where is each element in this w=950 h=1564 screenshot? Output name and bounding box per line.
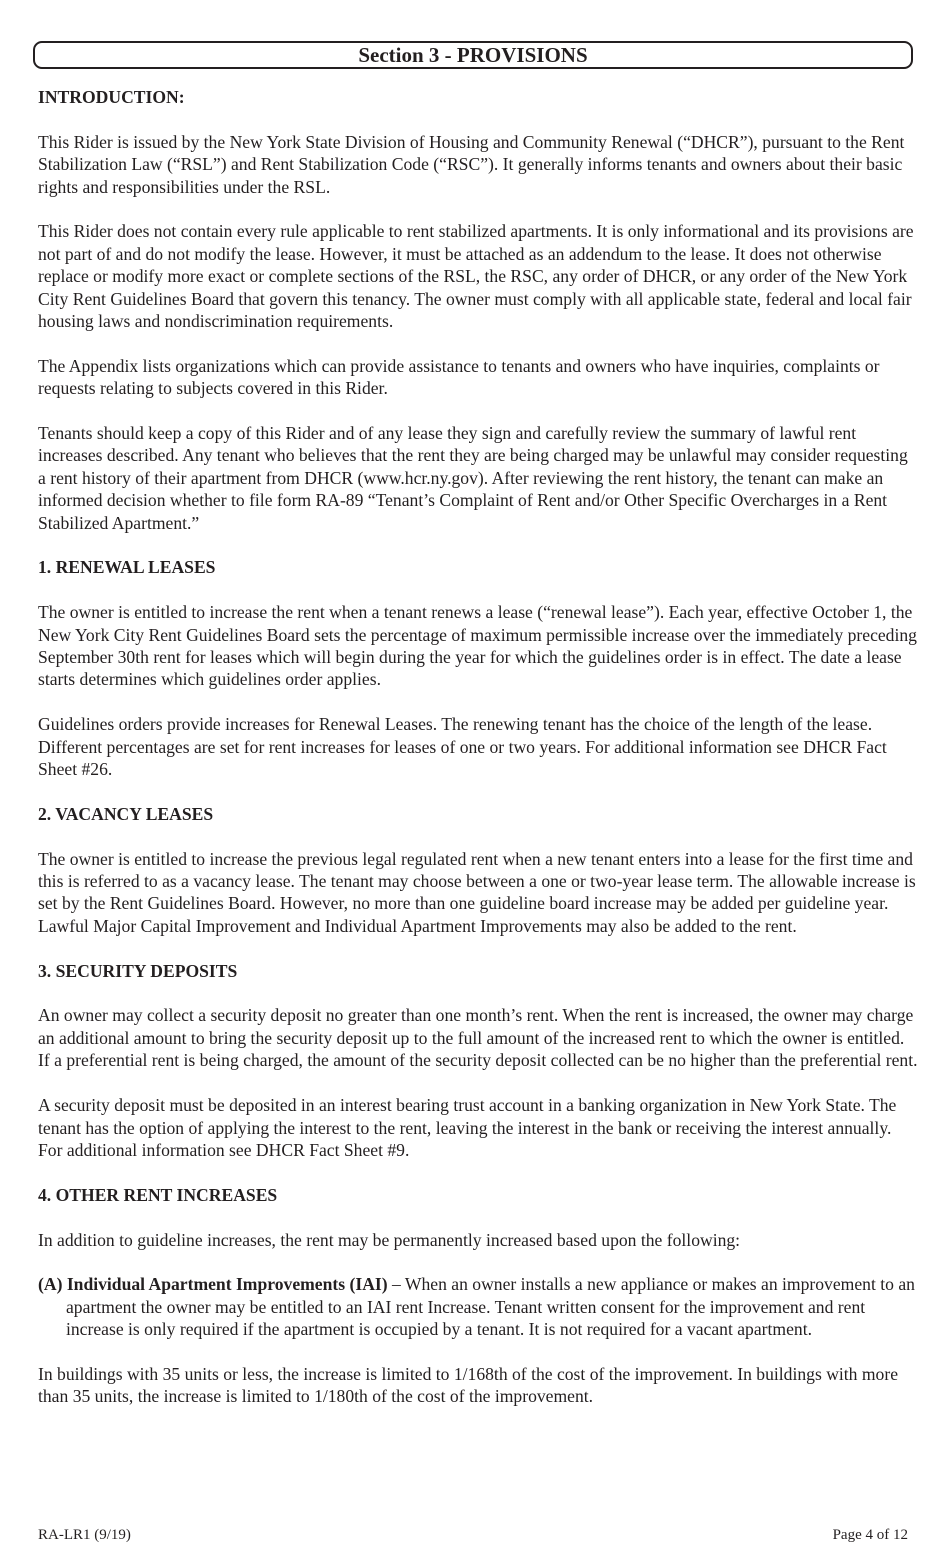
list-item-a [38,1273,918,1340]
intro-heading: INTRODUCTION: [38,87,185,107]
renewal-heading: 1. RENEWAL LEASES [38,557,216,578]
renewal-paragraph: Guidelines orders provide increases for Renewal Leases. The renewing tenant has the choice of the length of the lease. Different percentages are set for rent increases for leases of one or two years. For additional information see DHCR Fact Sheet #26. [38,714,887,780]
list-item-a-paragraph: In buildings with 35 units or less, the increase is limited to 1/168th of the cost of the improvement. In buildings with more than 35 units, the increase is limited to 1/180th of the cost of the improvement. [38,1363,899,1407]
section-title: Section 3 - PROVISIONS [33,41,913,69]
other-increases-intro: In addition to guideline increases, the rent may be permanently increased based upon the following: [38,1229,741,1250]
list-item-a-text: – When an owner installs a new appliance or makes an improvement to an apartment the owner may be entitled to an IAI rent Increase. Tenant written consent for the improvement and rent increase is only required if the apartment is occupied by a tenant. It is not required for a vacant apartment. [66,1274,915,1340]
intro-paragraph: The Appendix lists organizations which can provide assistance to tenants and owners who have inquiries, complaints or requests relating to subjects covered in this Rider. [38,355,880,399]
list-item-a-label: (A) Individual Apartment Improvements (IAI) [38,1274,388,1295]
page-number: Page 4 of 12 [832,1527,908,1543]
security-paragraph: A security deposit must be deposited in an interest bearing trust account in a banking organization in New York State. The tenant has the option of applying the interest to the rent, leaving the interest in the bank or receiving the interest annually. For additional information see DHCR Fact Sheet #9. [38,1095,897,1160]
vacancy-paragraph: The owner is entitled to increase the previous legal regulated rent when a new tenant enters into a lease for the first time and this is referred to as a vacancy lease. The tenant may choose between a one or two-year lease term. The allowable increase is set by the Rent Guidelines Board. However, no more than one guideline board increase may be added per guideline year. Lawful Major Capital Improvement and Individual Apartment Improvements may also be added to the rent. [38,848,916,936]
other-increases-heading: 4. OTHER RENT INCREASES [38,1184,278,1205]
renewal-paragraph: The owner is entitled to increase the rent when a tenant renews a lease (“renewal lease”). Each year, effective October 1, the New York City Rent Guidelines Board sets the percentage of maximum permissible increase over the immediately preceding September 30th rent for leases which will begin during the year for which the guidelines order is in effect. The date a lease starts determines which guidelines order applies. [38,602,917,690]
security-heading: 3. SECURITY DEPOSITS [38,960,238,981]
form-id: RA-LR1 (9/19) [38,1527,131,1543]
security-paragraph: An owner may collect a security deposit no greater than one month’s rent. When the rent is increased, the owner may charge an additional amount to bring the security deposit up to the full amount of the increased rent to which the owner is entitled. If a preferential rent is being charged, the amount of the security deposit collected can be no higher than the preferential rent. [38,1005,918,1071]
document-body [38,86,918,1430]
intro-paragraph: Tenants should keep a copy of this Rider and of any lease they sign and carefully review the summary of lawful rent increases described. Any tenant who believes that the rent they are being charged may be unlawful may consider requesting a rent history of their apartment from DHCR (www.hcr.ny.gov). After reviewing the rent history, the tenant can make an informed decision whether to file form RA-89 “Tenant’s Complaint of Rent and/or Other Specific Overcharges in a Rent Stabilized Apartment.” [38,423,908,533]
intro-paragraph: This Rider is issued by the New York State Division of Housing and Community Renewal (“DHCR”), pursuant to the Rent Stabilization Law (“RSL”) and Rent Stabilization Code (“RSC”). It generally informs tenants and owners about their basic rights and responsibilities under the RSL. [38,131,905,197]
vacancy-heading: 2. VACANCY LEASES [38,803,214,824]
intro-paragraph: This Rider does not contain every rule applicable to rent stabilized apartments. It is only informational and its provisions are not part of and do not modify the lease. However, it must be attached as an addendum to the lease. It does not otherwise replace or modify more exact or complete sections of the RSL, the RSC, any order of DHCR, or any order of the New York City Rent Guidelines Board that govern this tenancy. The owner must comply with all applicable state, federal and local fair housing laws and nondiscrimination requirements. [38,221,914,332]
